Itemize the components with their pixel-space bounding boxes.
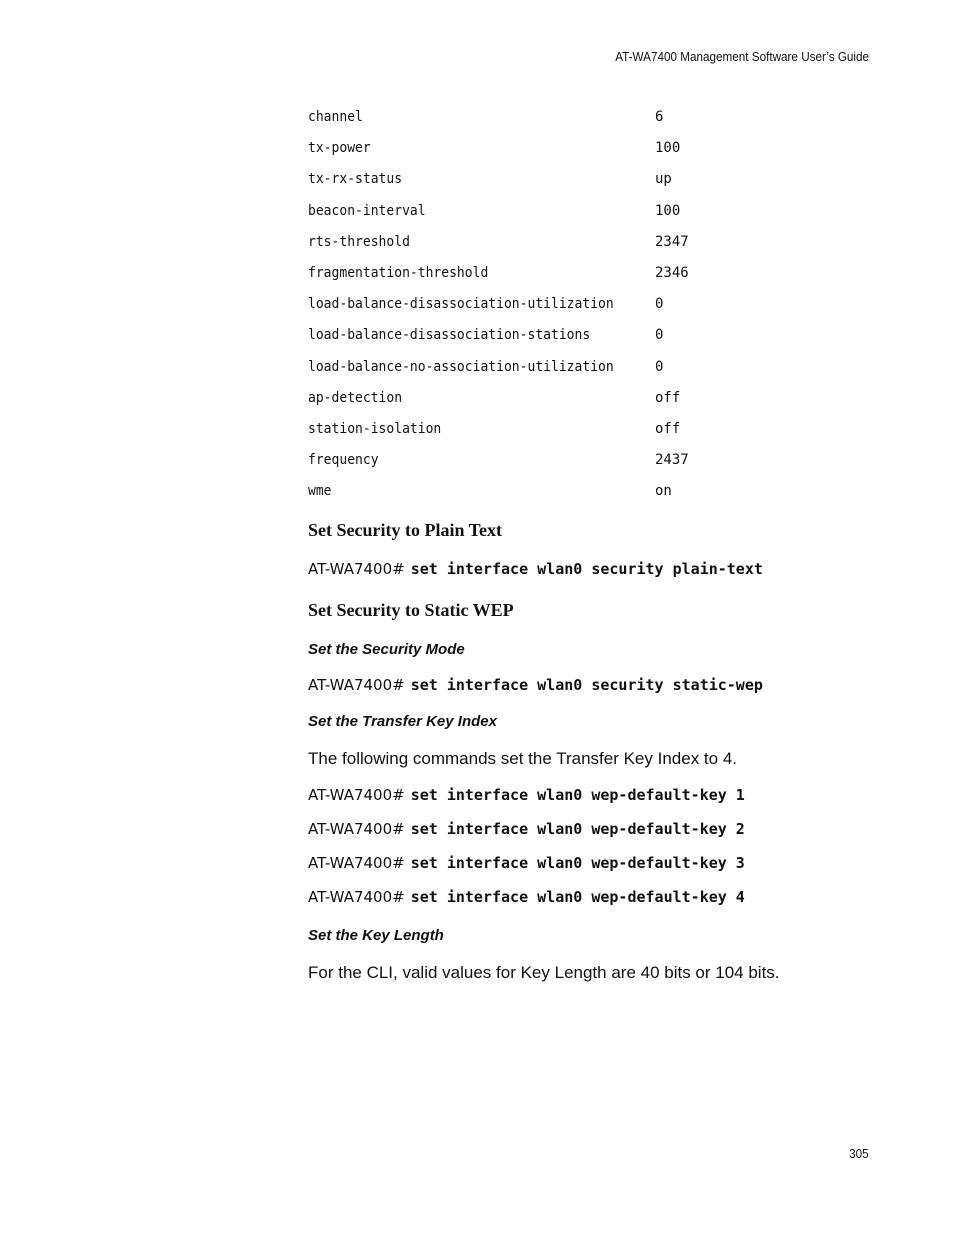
plain-text-command-line <box>308 560 763 578</box>
parameter-row <box>308 388 689 419</box>
key-length-subheading: Set the Key Length <box>308 927 444 944</box>
wep-key-command-line <box>308 786 745 804</box>
parameter-value: 2347 <box>655 233 689 250</box>
parameter-value: up <box>655 171 672 188</box>
parameter-row <box>308 138 689 169</box>
parameter-table <box>308 107 689 512</box>
parameter-name: load-balance-no-association-utilization <box>308 358 614 375</box>
cli-command: set interface wlan0 security static-wep <box>410 676 763 694</box>
wep-key-command-line <box>308 820 745 838</box>
parameter-value: 6 <box>655 109 664 125</box>
parameter-name: beacon-interval <box>308 202 426 219</box>
cli-command: set interface wlan0 wep-default-key 3 <box>410 854 745 872</box>
parameter-row <box>308 107 689 138</box>
cli-prompt: AT-WA7400# <box>308 888 405 906</box>
parameter-name: wme <box>308 483 332 500</box>
parameter-value: on <box>655 483 672 500</box>
parameter-name: load-balance-disassociation-utilization <box>308 296 614 313</box>
transfer-key-subheading: Set the Transfer Key Index <box>308 713 497 730</box>
cli-command: set interface wlan0 security plain-text <box>410 560 763 578</box>
parameter-name: fragmentation-threshold <box>308 264 489 281</box>
parameter-row <box>308 294 689 325</box>
parameter-name: channel <box>308 109 363 125</box>
parameter-row <box>308 263 689 294</box>
parameter-row <box>308 325 689 356</box>
parameter-row <box>308 481 689 512</box>
parameter-value: 0 <box>655 358 664 375</box>
parameter-value: 100 <box>655 140 681 157</box>
parameter-value: off <box>655 389 681 406</box>
parameter-value: off <box>655 420 681 437</box>
cli-command: set interface wlan0 wep-default-key 4 <box>410 888 745 906</box>
parameter-name: ap-detection <box>308 389 403 406</box>
cli-prompt: AT-WA7400# <box>308 786 405 804</box>
parameter-row <box>308 232 689 263</box>
cli-prompt: AT-WA7400# <box>308 820 405 838</box>
key-length-description: For the CLI, valid values for Key Length are 40 bits or 104 bits. <box>308 963 780 982</box>
wep-key-command-line <box>308 854 745 872</box>
cli-command: set interface wlan0 wep-default-key 2 <box>410 820 745 838</box>
static-wep-heading: Set Security to Static WEP <box>308 600 514 620</box>
security-mode-subheading: Set the Security Mode <box>308 641 465 658</box>
parameter-value: 2437 <box>655 452 689 469</box>
cli-prompt: AT-WA7400# <box>308 560 405 578</box>
parameter-name: frequency <box>308 452 379 469</box>
parameter-row <box>308 357 689 388</box>
cli-prompt: AT-WA7400# <box>308 676 405 694</box>
wep-key-command-line <box>308 888 745 906</box>
parameter-value: 100 <box>655 202 681 219</box>
parameter-row <box>308 450 689 481</box>
parameter-row <box>308 201 689 232</box>
page-number: 305 <box>849 1146 869 1161</box>
parameter-value: 0 <box>655 296 664 313</box>
parameter-name: load-balance-disassociation-stations <box>308 327 591 344</box>
plain-text-heading: Set Security to Plain Text <box>308 520 502 540</box>
parameter-row <box>308 169 689 200</box>
transfer-key-description: The following commands set the Transfer Key Index to 4. <box>308 749 737 768</box>
cli-command: set interface wlan0 wep-default-key 1 <box>410 786 745 804</box>
parameter-value: 0 <box>655 327 664 344</box>
running-header: AT-WA7400 Management Software User’s Guide <box>615 49 869 64</box>
parameter-value: 2346 <box>655 264 689 281</box>
parameter-name: tx-rx-status <box>308 171 403 188</box>
parameter-name: tx-power <box>308 140 371 157</box>
parameter-row <box>308 419 689 450</box>
parameter-name: rts-threshold <box>308 233 410 250</box>
parameter-name: station-isolation <box>308 420 442 437</box>
security-mode-command-line <box>308 676 763 694</box>
cli-prompt: AT-WA7400# <box>308 854 405 872</box>
